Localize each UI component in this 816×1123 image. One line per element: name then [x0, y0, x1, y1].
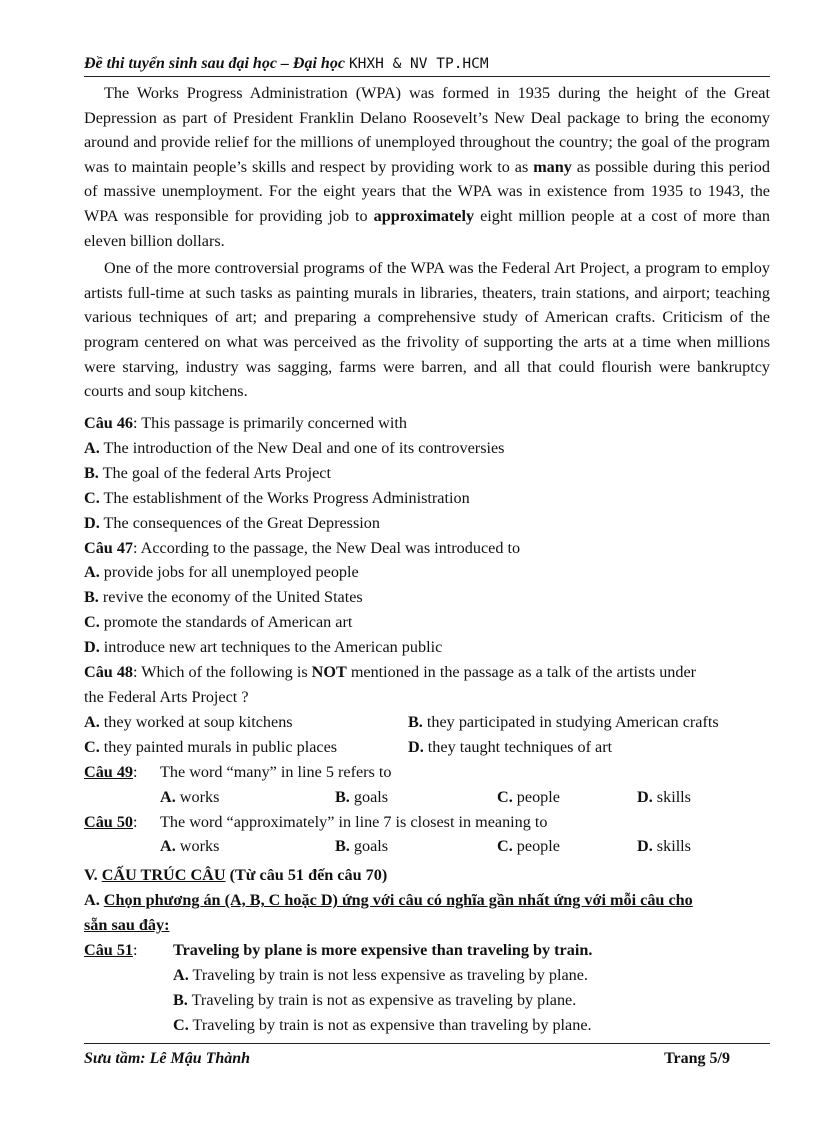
options-row — [84, 710, 784, 735]
question-stem: The word “approximately” in line 7 is closest in meaning to — [160, 812, 548, 831]
question-stem: : This passage is primarily concerned with — [133, 414, 407, 432]
option-letter: A. — [84, 438, 100, 457]
option-text: introduce new art techniques to the American public — [99, 638, 443, 657]
option-text: The introduction of the New Deal and one of its controversies — [99, 438, 505, 457]
passage-paragraph-1 — [84, 81, 770, 253]
question-48 — [84, 660, 784, 685]
option-c — [497, 834, 637, 859]
option-text: The establishment of the Works Progress Administration — [99, 488, 470, 507]
option-letter: B. — [84, 588, 99, 607]
option-c — [84, 486, 784, 511]
part-prefix: A. — [84, 891, 104, 910]
passage-text: eight million people at a cost of more than eleven billion dollars. — [84, 206, 770, 250]
option-c — [84, 735, 408, 760]
option-a — [84, 560, 784, 585]
options-row — [84, 834, 784, 859]
instruction-colon: : — [164, 916, 170, 935]
option-text: promote the standards of American art — [99, 613, 353, 632]
questions — [84, 411, 784, 1038]
question-stem: Traveling by plane is more expensive than traveling by train. — [173, 941, 593, 960]
keyword-many: many — [533, 157, 572, 176]
instruction-text: sẵn sau đây — [84, 916, 165, 935]
option-c — [84, 1013, 784, 1038]
option-text: goals — [349, 787, 389, 806]
option-letter: C. — [84, 737, 100, 756]
question-label: Câu 46 — [84, 414, 134, 432]
option-text: goals — [349, 837, 389, 856]
option-text: The consequences of the Great Depression — [99, 513, 380, 532]
question-49: Câu 49: The word “many” in line 5 refers to — [84, 762, 392, 781]
option-letter: D. — [637, 787, 653, 806]
option-a — [84, 963, 784, 988]
option-text: Traveling by train is not as expensive than traveling by plane. — [188, 1015, 592, 1034]
question-stem: mentioned in the passage as a talk of the artists under — [346, 663, 697, 682]
section-title: CẤU TRÚC CÂU — [101, 866, 226, 885]
option-letter: B. — [84, 463, 99, 482]
option-d — [408, 735, 612, 760]
page-footer — [84, 1043, 770, 1072]
option-letter: D. — [637, 837, 653, 856]
option-text: they taught techniques of art — [423, 737, 613, 756]
section-range: (Từ câu 51 đến câu 70) — [225, 866, 388, 885]
option-d — [84, 511, 784, 536]
question-label: Câu 48 — [84, 663, 134, 682]
question-stem: : Which of the following is — [133, 663, 312, 682]
question-label: Câu 49 — [84, 762, 134, 781]
option-b — [408, 710, 719, 735]
options-row — [84, 785, 784, 810]
option-a — [160, 785, 335, 810]
option-text: works — [175, 787, 220, 806]
question-51: Câu 51: Traveling by plane is more expensive than traveling by train. — [84, 941, 593, 960]
option-text: people — [512, 787, 560, 806]
option-letter: C. — [497, 787, 513, 806]
question-48-continued: the Federal Arts Project ? — [84, 687, 249, 706]
reading-passage — [84, 81, 770, 407]
option-text: works — [175, 837, 220, 856]
option-d — [637, 834, 691, 859]
option-text: provide jobs for all unemployed people — [99, 563, 359, 582]
option-letter: A. — [84, 563, 100, 582]
question-stem: : According to the passage, the New Deal was introduced to — [133, 538, 521, 557]
option-letter: D. — [84, 513, 100, 532]
option-letter: A. — [160, 837, 176, 856]
question-label: Câu 50 — [84, 812, 134, 831]
passage-text: The Works Progress Administration (WPA) was formed in 1935 during the height of the Great Depression as part of President Franklin Delano Roosevelt’s New Deal package to bring the economy around and provide relief for the millions of unemployed throughout the country; the goal of the program was to maintain people’s skills and respect by providing work to as — [84, 84, 770, 176]
question-46 — [84, 411, 784, 436]
keyword-approximately: approximately — [373, 206, 475, 225]
option-text: The goal of the federal Arts Project — [98, 463, 331, 482]
option-text: they painted murals in public places — [99, 737, 338, 756]
passage-text: as possible during this period of massive unemployment. For the eight years that the WPA was in existence from 1935 to 1943, the WPA was responsible for providing job to — [84, 157, 770, 225]
part-a-instruction-continued — [84, 913, 784, 938]
option-text: they worked at soup kitchens — [99, 712, 293, 731]
section-heading — [84, 863, 784, 888]
option-b — [84, 461, 784, 486]
option-a — [84, 436, 784, 461]
option-text: Traveling by train is not as expensive as traveling by plane. — [187, 990, 577, 1009]
option-text: people — [512, 837, 560, 856]
section-prefix: V. — [84, 866, 102, 885]
option-letter: C. — [84, 613, 100, 632]
header-university: KHXH & NV TP.HCM — [348, 56, 489, 72]
keyword-not: NOT — [311, 663, 347, 682]
option-letter: A. — [160, 787, 176, 806]
question-stem: The word “many” in line 5 refers to — [160, 762, 392, 781]
part-a-instruction — [84, 888, 784, 913]
instruction-text: Chọn phương án (A, B, C hoặc D) ứng với câu có nghĩa gần nhất ứng với mỗi câu cho — [103, 891, 693, 910]
page-header — [84, 54, 770, 77]
question-label: Câu 47 — [84, 538, 134, 557]
header-title: Đề thi tuyển sinh sau đại học – Đại học — [84, 55, 349, 72]
page-number: Trang 5/9 — [664, 1050, 730, 1067]
option-letter: D. — [408, 737, 424, 756]
option-b — [335, 785, 497, 810]
footer-author: Sưu tầm: Lê Mậu Thành — [84, 1050, 251, 1067]
option-c — [84, 610, 784, 635]
option-letter: A. — [84, 712, 100, 731]
option-letter: A. — [173, 965, 189, 984]
question-47 — [84, 536, 784, 561]
option-d — [637, 785, 691, 810]
option-text: Traveling by train is not less expensive as traveling by plane. — [188, 965, 588, 984]
option-text: skills — [652, 837, 691, 856]
option-a — [84, 710, 408, 735]
question-50: Câu 50: The word “approximately” in line 7 is closest in meaning to — [84, 812, 548, 831]
option-letter: C. — [173, 1015, 189, 1034]
option-letter: C. — [84, 488, 100, 507]
option-letter: B. — [335, 787, 350, 806]
option-b — [84, 988, 784, 1013]
options-row — [84, 735, 784, 760]
option-b — [335, 834, 497, 859]
option-letter: B. — [335, 837, 350, 856]
question-label: Câu 51 — [84, 941, 134, 960]
passage-paragraph-2: One of the more controversial programs of the WPA was the Federal Art Project, a program to employ artists full-time at such tasks as painting murals in libraries, theaters, train stations, and airport; teaching various techniques of art; and preparing a comprehensive study of American crafts. Criticism of the program centered on what was perceived as the frivolity of supporting the arts at a time when millions were starving, industry was sagging, farms were barren, and all that could flourish were bankruptcy courts and soup kitchens. — [84, 259, 770, 401]
option-text: they participated in studying American crafts — [422, 712, 719, 731]
option-text: skills — [652, 787, 691, 806]
option-letter: B. — [173, 990, 188, 1009]
option-letter: D. — [84, 638, 100, 657]
option-b — [84, 585, 784, 610]
option-text: revive the economy of the United States — [98, 588, 363, 607]
option-letter: B. — [408, 712, 423, 731]
option-a — [160, 834, 335, 859]
option-d — [84, 635, 784, 660]
option-letter: C. — [497, 837, 513, 856]
option-c — [497, 785, 637, 810]
